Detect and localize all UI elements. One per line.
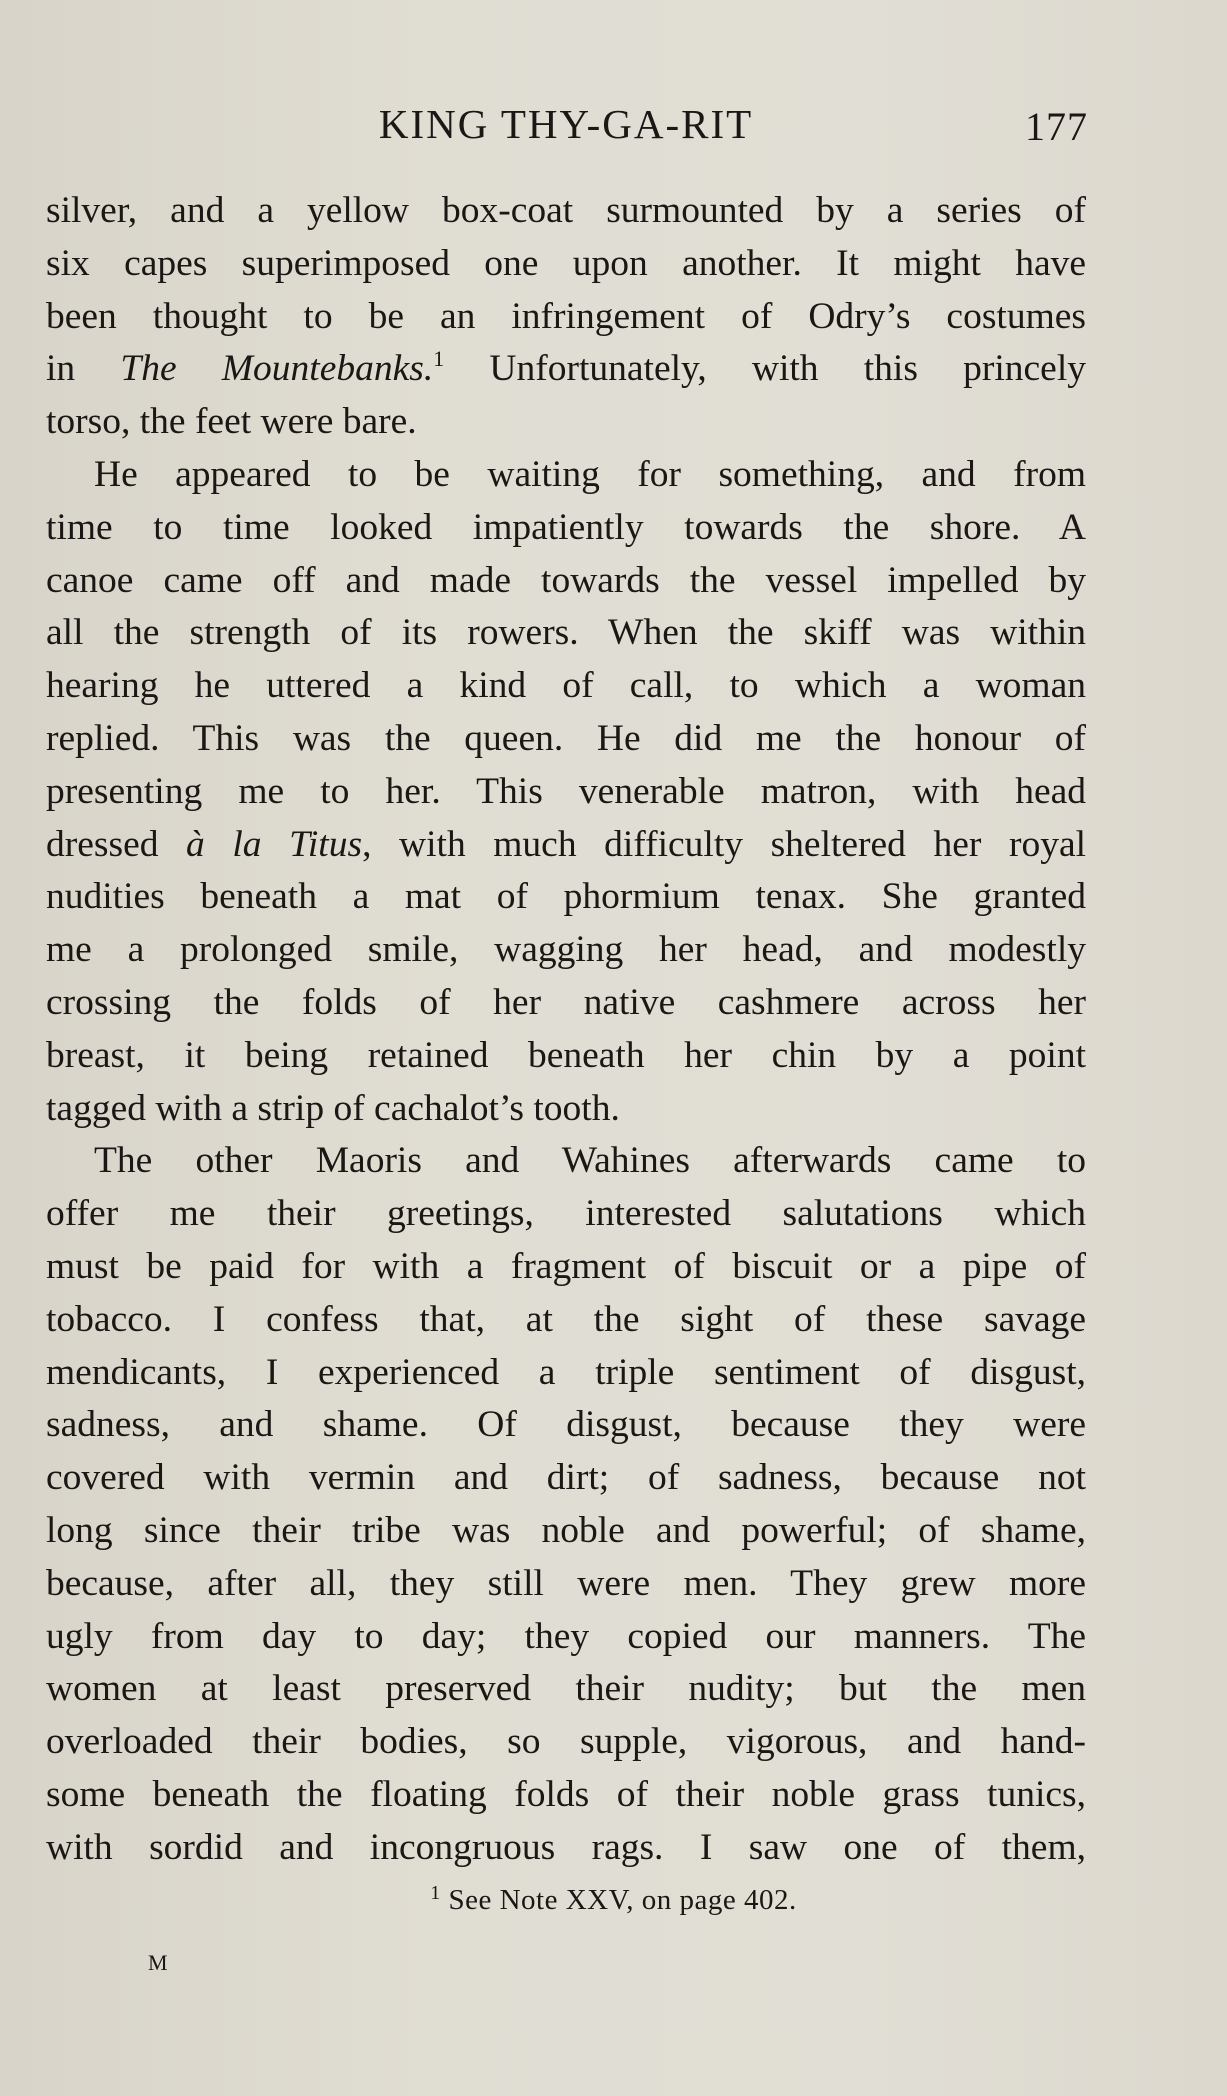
body-text <box>46 185 1086 1875</box>
running-title: KING THY-GA-RIT <box>378 101 754 147</box>
text-line: mendicants, I experienced a triple sentiment of disgust, <box>46 1351 1086 1393</box>
italic-title: The Mountebanks. <box>120 348 434 390</box>
paragraph-1 <box>46 185 1086 449</box>
text-line: He appeared to be waiting for something, and from <box>94 453 1086 495</box>
footnote-ref: 1 <box>433 346 445 372</box>
italic-phrase: à la Titus <box>186 823 363 865</box>
paragraph-3 <box>46 1135 1086 1874</box>
text-line: been thought to be an infringement of Odry’s costumes <box>46 295 1086 337</box>
text-line <box>46 819 1086 872</box>
text-span: Unfortunately, with this princely <box>444 348 1086 390</box>
text-line: silver, and a yellow box-coat surmounted by a series of <box>46 190 1086 231</box>
text-line: crossing the folds of her native cashmere across her <box>46 981 1086 1023</box>
footnote-marker: 1 <box>430 1882 441 1904</box>
text-line: some beneath the floating folds of their noble grass tunics, <box>46 1773 1086 1815</box>
text-line: all the strength of its rowers. When the skiff was within <box>46 612 1086 654</box>
text-span: in <box>46 348 121 390</box>
text-line: time to time looked impatiently towards the shore. A <box>46 506 1086 548</box>
text-line <box>46 343 1086 396</box>
text-line: nudities beneath a mat of phormium tenax. She granted <box>46 876 1086 918</box>
text-line: with sordid and incongruous rags. I saw one of them, <box>46 1826 1086 1868</box>
text-line: offer me their greetings, interested salutations which <box>46 1193 1086 1235</box>
text-line: canoe came off and made towards the vessel impelled by <box>46 559 1086 601</box>
text-line: The other Maoris and Wahines afterwards came to <box>94 1140 1086 1182</box>
page-number: 177 <box>1025 104 1088 149</box>
page-header <box>46 100 1086 160</box>
text-line: replied. This was the queen. He did me the honour of <box>46 717 1086 759</box>
text-span: dressed <box>46 823 187 865</box>
text-line: women at least preserved their nudity; but the men <box>46 1668 1086 1710</box>
text-line: torso, the feet were bare. <box>46 401 417 443</box>
paragraph-2 <box>46 449 1086 1135</box>
signature-mark: M <box>148 1950 169 1975</box>
text-line: presenting me to her. This venerable matron, with head <box>46 770 1086 812</box>
text-line: six capes superimposed one upon another. It might have <box>46 242 1086 284</box>
text-line: hearing he uttered a kind of call, to which a woman <box>46 665 1086 707</box>
text-line: sadness, and shame. Of disgust, because they were <box>46 1404 1086 1446</box>
text-line: because, after all, they still were men. They grew more <box>46 1562 1086 1604</box>
text-line: tobacco. I confess that, at the sight of these savage <box>46 1298 1086 1340</box>
text-span: , with much difficulty sheltered her royal <box>362 823 1087 865</box>
footnote <box>0 1884 1227 1917</box>
text-line: tagged with a strip of cachalot’s tooth. <box>46 1087 620 1129</box>
text-line: me a prolonged smile, wagging her head, and modestly <box>46 929 1086 971</box>
text-line: breast, it being retained beneath her chin by a point <box>46 1034 1086 1076</box>
text-line: ugly from day to day; they copied our manners. The <box>46 1615 1086 1657</box>
text-line: overloaded their bodies, so supple, vigorous, and hand- <box>46 1721 1086 1763</box>
footnote-text: See Note XXV, on page 402. <box>440 1884 797 1916</box>
text-line: covered with vermin and dirt; of sadness, because not <box>46 1457 1086 1499</box>
text-line: long since their tribe was noble and powerful; of shame, <box>46 1509 1086 1551</box>
text-line: must be paid for with a fragment of biscuit or a pipe of <box>46 1245 1086 1287</box>
